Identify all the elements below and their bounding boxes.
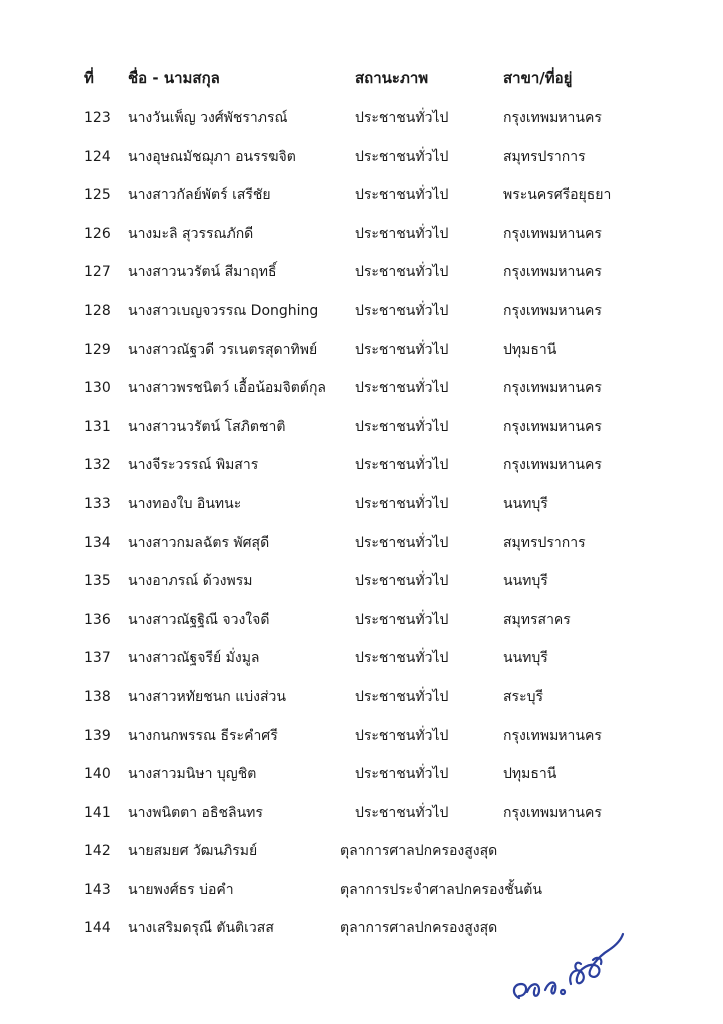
- row-status: ประชาชนทั่วไป: [355, 110, 449, 126]
- table-row: [0, 840, 723, 879]
- header-branch: สาขา/ที่อยู่: [503, 69, 573, 87]
- row-number: 142: [84, 843, 111, 860]
- row-branch: สมุทรปราการ: [503, 148, 586, 165]
- row-name: นางสาวกมลฉัตร พัศสุดี: [128, 534, 270, 551]
- row-name: นางทองใบ อินทนะ: [128, 495, 242, 512]
- row-number: 128: [84, 302, 111, 319]
- row-branch: กรุงเทพมหานคร: [503, 418, 602, 435]
- header-name: ชื่อ - นามสกุล: [128, 69, 220, 87]
- row-name: นางมะลิ สุวรรณภักดี: [128, 225, 254, 242]
- row-number: 141: [84, 804, 111, 821]
- table-row: [0, 339, 723, 378]
- row-branch: พระนครศรีอยุธยา: [503, 187, 612, 204]
- row-branch: ปทุมธานี: [503, 766, 557, 783]
- row-name: นางสาวพรชนิตว์ เอื้อน้อมจิตต์กุล: [128, 380, 327, 397]
- row-status: ประชาชนทั่วไป: [355, 611, 449, 628]
- row-number: 132: [84, 457, 111, 474]
- table-row: [0, 107, 723, 146]
- row-status: ประชาชนทั่วไป: [355, 187, 449, 204]
- row-status: ประชาชนทั่วไป: [355, 573, 449, 590]
- table-row: [0, 300, 723, 339]
- row-name: นางสาวกัลย์พัตร์ เสรีชัย: [128, 187, 271, 204]
- row-number: 130: [84, 380, 111, 397]
- row-branch: กรุงเทพมหานคร: [503, 727, 602, 744]
- row-status: ประชาชนทั่วไป: [355, 380, 449, 397]
- row-branch: กรุงเทพมหานคร: [503, 804, 602, 821]
- table-header: [0, 66, 723, 90]
- row-status: ประชาชนทั่วไป: [355, 766, 449, 783]
- row-status: ประชาชนทั่วไป: [355, 148, 449, 165]
- row-status: ประชาชนทั่วไป: [355, 495, 449, 512]
- row-status: ประชาชนทั่วไป: [355, 727, 449, 744]
- row-name: นางพนิตตา อธิชลินทร: [128, 804, 263, 821]
- row-status: ประชาชนทั่วไป: [355, 688, 449, 705]
- row-name: นางสาวเบญจวรรณ Donghing: [128, 302, 319, 319]
- row-name: นางสาวมนิษา บุญชิต: [128, 766, 257, 783]
- table-row: [0, 416, 723, 455]
- table-row: [0, 493, 723, 532]
- row-name: นายพงศ์ธร บ่อคำ: [128, 881, 234, 898]
- row-status: ตุลาการประจำศาลปกครองชั้นต้น: [340, 881, 542, 898]
- row-number: 137: [84, 650, 111, 667]
- table-row: [0, 609, 723, 648]
- table-body: [0, 107, 723, 956]
- row-number: 135: [84, 573, 111, 590]
- table-row: [0, 146, 723, 185]
- row-status: ประชาชนทั่วไป: [355, 457, 449, 474]
- row-status: ประชาชนทั่วไป: [355, 418, 449, 435]
- row-status: ประชาชนทั่วไป: [355, 302, 449, 319]
- table-row: [0, 184, 723, 223]
- row-number: 126: [84, 225, 111, 242]
- row-branch: สระบุรี: [503, 688, 543, 705]
- table-row: [0, 261, 723, 300]
- row-status: ประชาชนทั่วไป: [355, 225, 449, 242]
- row-status: ตุลาการศาลปกครองสูงสุด: [340, 843, 498, 860]
- row-status: ตุลาการศาลปกครองสูงสุด: [340, 920, 498, 937]
- row-number: 139: [84, 727, 111, 744]
- row-number: 144: [84, 920, 111, 937]
- row-number: 123: [84, 110, 111, 126]
- table-row: [0, 647, 723, 686]
- table-row: [0, 725, 723, 764]
- table-row: [0, 454, 723, 493]
- row-number: 131: [84, 418, 111, 435]
- row-status: ประชาชนทั่วไป: [355, 341, 449, 358]
- table-row: [0, 570, 723, 609]
- row-name: นางสาวณัฐฐิณี จวงใจดี: [128, 611, 270, 628]
- row-number: 136: [84, 611, 111, 628]
- row-branch: นนทบุรี: [503, 573, 548, 590]
- table-row: [0, 223, 723, 262]
- row-branch: นนทบุรี: [503, 495, 548, 512]
- row-branch: นนทบุรี: [503, 650, 548, 667]
- row-name: นางอาภรณ์ ด้วงพรม: [128, 573, 253, 590]
- table-row: [0, 802, 723, 841]
- row-name: นางอุษณมัชฌุภา อนรรฆจิต: [128, 148, 296, 165]
- row-branch: กรุงเทพมหานคร: [503, 380, 602, 397]
- signature-stroke: [514, 934, 623, 998]
- row-branch: สมุทรสาคร: [503, 611, 571, 628]
- row-branch: กรุงเทพมหานคร: [503, 457, 602, 474]
- row-branch: กรุงเทพมหานคร: [503, 264, 602, 281]
- row-name: นางสาวนวรัตน์ สีมาฤทธิ์: [128, 264, 277, 281]
- row-status: ประชาชนทั่วไป: [355, 650, 449, 667]
- row-number: 138: [84, 688, 111, 705]
- row-status: ประชาชนทั่วไป: [355, 534, 449, 551]
- row-number: 134: [84, 534, 111, 551]
- row-name: นางสาวณัฐจรีย์ มั่งมูล: [128, 650, 260, 667]
- row-number: 140: [84, 766, 111, 783]
- header-status: สถานะภาพ: [355, 69, 429, 87]
- row-branch: กรุงเทพมหานคร: [503, 225, 602, 242]
- row-branch: กรุงเทพมหานคร: [503, 110, 602, 126]
- row-status: ประชาชนทั่วไป: [355, 804, 449, 821]
- row-name: นางกนกพรรณ ธีระคำศรี: [128, 727, 278, 744]
- table-row: [0, 532, 723, 571]
- row-name: นางจีระวรรณ์ พิมสาร: [128, 457, 259, 474]
- row-name: นางวันเพ็ญ วงศ์พัชราภรณ์: [128, 110, 288, 126]
- header-number: ที่: [84, 69, 94, 87]
- row-number: 127: [84, 264, 111, 281]
- row-name: นางสาวนวรัตน์ โสภิตชาติ: [128, 418, 286, 435]
- row-status: ประชาชนทั่วไป: [355, 264, 449, 281]
- row-name: นายสมยศ วัฒนภิรมย์: [128, 843, 258, 860]
- row-number: 133: [84, 495, 111, 512]
- row-number: 143: [84, 881, 111, 898]
- row-number: 124: [84, 148, 111, 165]
- row-number: 129: [84, 341, 111, 358]
- row-name: นางเสริมดรุณี ตันติเวสส: [128, 920, 274, 937]
- row-branch: กรุงเทพมหานคร: [503, 302, 602, 319]
- row-number: 125: [84, 187, 111, 204]
- row-name: นางสาวหทัยชนก แบ่งส่วน: [128, 688, 286, 705]
- handwritten-signature: [505, 910, 635, 1010]
- table-row: [0, 377, 723, 416]
- table-row: [0, 763, 723, 802]
- table-row: [0, 686, 723, 725]
- row-name: นางสาวณัฐวดี วรเนตรสุดาทิพย์: [128, 341, 318, 358]
- row-branch: สมุทรปราการ: [503, 534, 586, 551]
- row-branch: ปทุมธานี: [503, 341, 557, 358]
